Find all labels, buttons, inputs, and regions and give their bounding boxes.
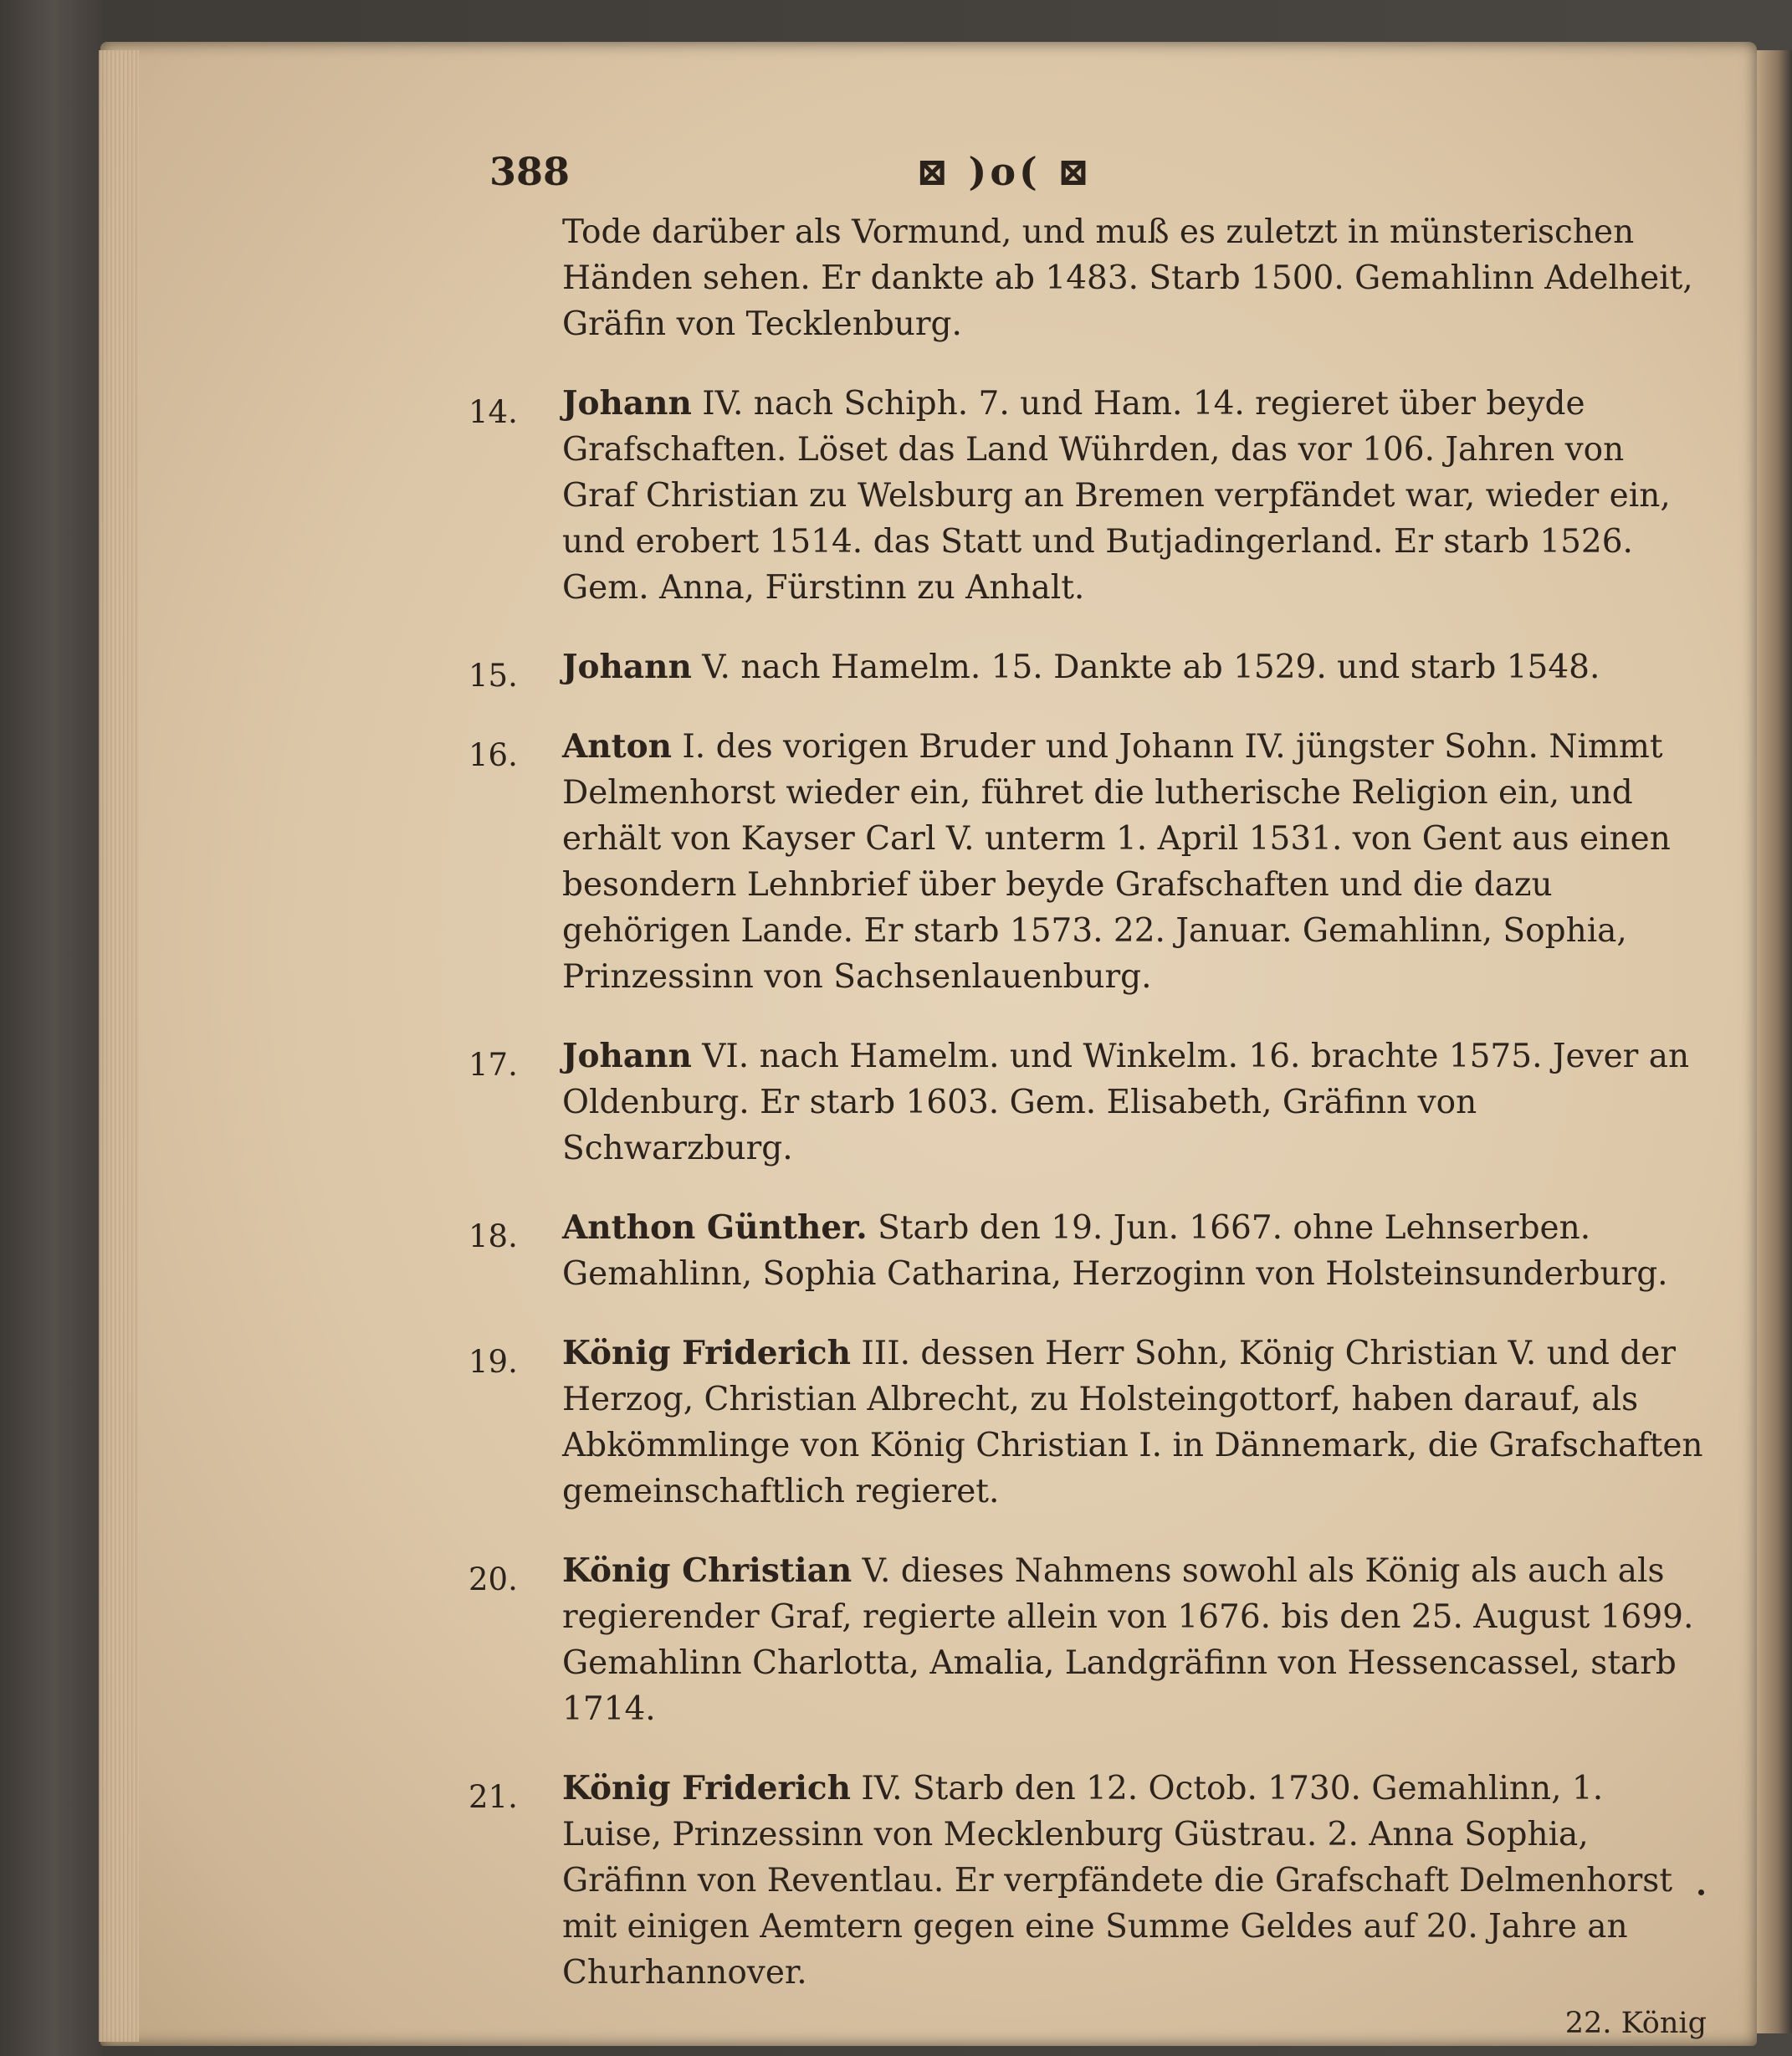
entry-text: IV. Starb den 12. Octob. 1730. Gemahlinn, 1. Luise, Prinzessinn von Mecklenburg Güstrau. 2. Anna Sophia, Gräfinn von Reventlau. Er verpfändete die Grafschaft Delmenhorst mit einigen Aemtern gegen eine Summe Geldes auf 20. Jahre an Churhannover. bbox=[562, 1770, 1672, 1992]
catchword: 22. König bbox=[1564, 2007, 1707, 2040]
entry-paragraph bbox=[468, 1033, 1707, 1172]
entry-paragraph bbox=[468, 381, 1707, 611]
entry-text: IV. nach Schiph. 7. und Ham. 14. regieret über beyde Grafschaften. Löset das Land Wührden, das vor 106. Jahren von Graf Christian zu Welsburg an Bremen verpfändet war, wieder ein, und erobert 1514. das Statt und Butjadingerland. Er starb 1526. Gem. Anna, Fürstinn zu Anhalt. bbox=[562, 385, 1671, 607]
entry-paragraph bbox=[468, 644, 1707, 694]
entry-paragraph bbox=[468, 1766, 1707, 1996]
entry-number: 21. bbox=[468, 1779, 518, 1815]
page-stack-edge bbox=[99, 50, 139, 2042]
entry-number: 15. bbox=[468, 658, 518, 694]
page-right-edge bbox=[1757, 50, 1792, 2033]
entry-number: 16. bbox=[468, 737, 518, 773]
entry-paragraph bbox=[468, 724, 1707, 1000]
entry-text: VI. nach Hamelm. und Winkelm. 16. brachte 1575. Jever an Oldenburg. Er starb 1603. Gem. Elisabeth, Gräfinn von Schwarzburg. bbox=[562, 1038, 1690, 1167]
entry-number: 19. bbox=[468, 1344, 518, 1380]
entry-name: Johann bbox=[562, 384, 692, 423]
entry-name: König Friderich bbox=[562, 1769, 851, 1807]
entry-number: 17. bbox=[468, 1047, 518, 1083]
entry-name: König Christian bbox=[562, 1551, 852, 1590]
entry-list bbox=[468, 381, 1707, 1996]
entry-number: 20. bbox=[468, 1561, 518, 1597]
entry-paragraph bbox=[468, 1205, 1707, 1297]
entry-name: Johann bbox=[562, 1037, 692, 1075]
entry-text: V. dieses Nahmens sowohl als König als auch als regierender Graf, regierte allein von 1676. bis den 25. August 1699. Gemahlinn Charlotta, Amalia, Landgräfinn von Hessencassel, starb 1714. bbox=[562, 1552, 1694, 1728]
header-ornament: ⊠ )o( ⊠ bbox=[916, 149, 1093, 194]
entry-text: III. dessen Herr Sohn, König Christian V. und der Herzog, Christian Albrecht, zu Holsteingottorf, haben darauf, als Abkömmlinge von König Christian I. in Dännemark, die Grafschaften gemeinschaftlich regieret. bbox=[562, 1335, 1703, 1510]
entry-text: V. nach Hamelm. 15. Dankte ab 1529. und starb 1548. bbox=[691, 649, 1600, 686]
entry-name: Anthon Günther. bbox=[562, 1208, 868, 1247]
entry-number: 18. bbox=[468, 1218, 518, 1254]
entry-name: Anton bbox=[562, 727, 672, 766]
entry-paragraph bbox=[468, 1548, 1707, 1732]
entry-paragraph bbox=[468, 1331, 1707, 1515]
entry-name: König Friderich bbox=[562, 1334, 851, 1372]
entry-text: I. des vorigen Bruder und Johann IV. jüngster Sohn. Nimmt Delmenhorst wieder ein, führet die lutherische Religion ein, und erhält von Kayser Carl V. unterm 1. April 1531. von Gent aus einen besondern Lehnbrief über beyde Grafschaften und die dazu gehörigen Lande. Er starb 1573. 22. Januar. Gemahlinn, Sophia, Prinzessinn von Sachsenlauenburg. bbox=[562, 728, 1671, 996]
entry-text: Starb den 19. Jun. 1667. ohne Lehnserben. Gemahlinn, Sophia Catharina, Herzoginn von Holsteinsunderburg. bbox=[562, 1209, 1668, 1293]
page-header bbox=[489, 149, 1694, 208]
entry-number: 14. bbox=[468, 394, 518, 430]
page-text bbox=[468, 209, 1707, 2047]
ink-speck bbox=[1698, 1889, 1704, 1895]
continuation-paragraph: Tode darüber als Vormund, und muß es zuletzt in münsterischen Händen sehen. Er dankte ab 1483. Starb 1500. Gemahlinn Adelheit, Gräfin von Tecklenburg. bbox=[562, 213, 1693, 343]
entry-name: Johann bbox=[562, 648, 692, 686]
page-number: 388 bbox=[489, 149, 571, 194]
